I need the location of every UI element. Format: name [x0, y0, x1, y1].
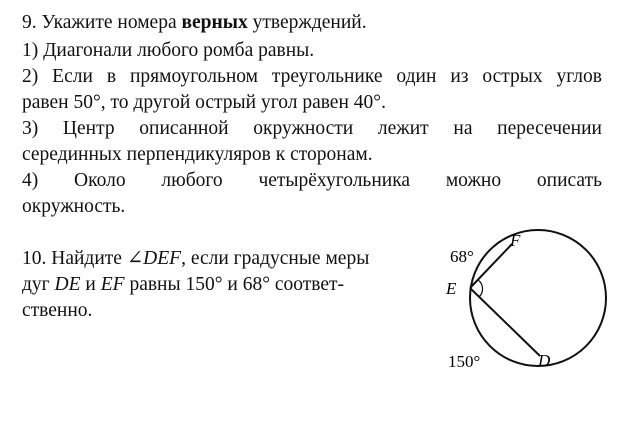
geometry-diagram — [430, 228, 630, 378]
arc-de-measure: 150° — [448, 352, 481, 371]
arc-ef-measure: 68° — [450, 247, 474, 266]
problem-9-heading — [22, 10, 602, 36]
statement-3-line-2: серединных перпендикуляров к сторонам. — [22, 144, 373, 165]
point-f-label: F — [510, 231, 521, 250]
text-part: 10. Найдите ∠ — [22, 248, 144, 269]
chord-ef — [470, 244, 512, 288]
statement-4-line-2: окружность. — [22, 196, 126, 217]
statement-1: 1) Диагонали любого ромба равны. — [22, 40, 315, 61]
arc-ef-name: EF — [100, 274, 125, 295]
statement-2-line-2: равен 50°, то другой острый угол равен 40°. — [22, 92, 386, 113]
chord-ed — [470, 288, 540, 356]
angle-name: DEF — [143, 248, 182, 269]
point-d-label: D — [538, 351, 551, 370]
heading-prefix: 9. Укажите номера — [22, 12, 182, 33]
circle-figure — [430, 228, 630, 378]
circle — [470, 230, 606, 366]
text-part: , если градусные меры — [181, 248, 370, 269]
statement-4-line-1: 4) Около любого четырёхугольника можно описать — [22, 170, 602, 191]
text-part: равны 150° и 68° соответ- — [124, 274, 345, 295]
statement-2-line-1: 2) Если в прямоугольном треугольнике один из острых углов — [22, 66, 602, 87]
text-part: и — [80, 274, 101, 295]
heading-suffix: утверждений. — [247, 12, 367, 33]
heading-bold: верных — [181, 12, 248, 33]
problem-10 — [22, 246, 417, 324]
problem-10-line-3: ственно. — [22, 300, 93, 321]
arc-de-name: DE — [54, 274, 81, 295]
angle-arc — [478, 280, 483, 297]
problem-9 — [22, 10, 602, 220]
problem-10-line-1 — [22, 246, 417, 272]
text-part: дуг — [22, 274, 55, 295]
point-e-label: E — [446, 279, 457, 298]
statement-3-line-1: 3) Центр описанной окружности лежит на пересечении — [22, 118, 602, 139]
problem-10-line-2 — [22, 272, 417, 298]
